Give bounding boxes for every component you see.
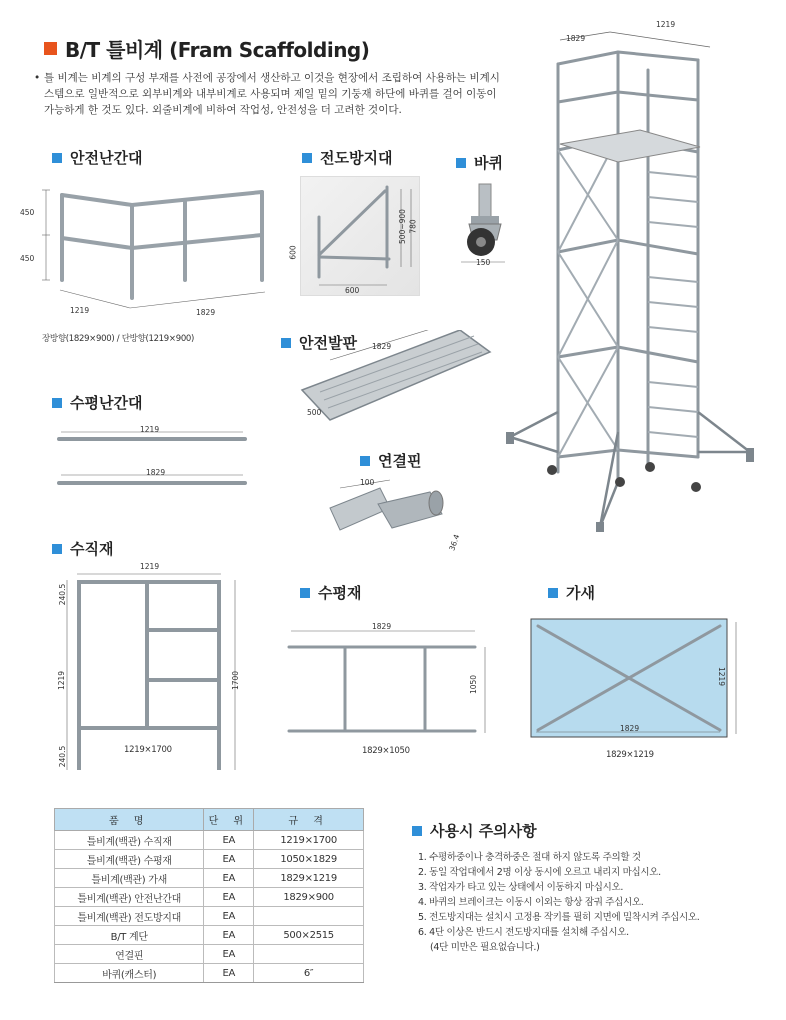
table-row: 연결핀 EA — [55, 945, 364, 964]
vertical-caption: 1219×1700 — [124, 745, 172, 755]
pin-dim-100: 100 — [360, 478, 375, 487]
guardrail-dim-450-bottom: 450 — [20, 254, 35, 263]
caster-title: 바퀴 — [456, 152, 503, 173]
handrail-title: 수평난간대 — [52, 392, 142, 413]
table-row: B/T 계단 EA 500×2515 — [55, 926, 364, 945]
plank-dim-1829: 1829 — [372, 342, 392, 351]
brace-dim-1219: 1219 — [717, 666, 727, 687]
col-header-spec: 규 격 — [254, 809, 364, 831]
plank-title: 안전발판 — [281, 332, 357, 353]
title-square-icon — [44, 42, 57, 55]
section-square-icon — [52, 544, 62, 554]
guardrail-dim-1829: 1829 — [196, 308, 216, 317]
brace-illustration — [530, 618, 745, 740]
vertical-dim-1219-top: 1219 — [140, 562, 160, 571]
vertical-dim-1700: 1700 — [231, 670, 241, 691]
list-item: 6. 4단 이상은 반드시 전도방지대를 설치해 주십시오. — [418, 927, 629, 938]
caster-dim-150: 150 — [476, 258, 491, 267]
section-square-icon — [456, 158, 466, 168]
guardrail-illustration — [40, 180, 280, 315]
table-row: 틀비계(백관) 안전난간대 EA 1829×900 — [55, 888, 364, 907]
col-header-name: 품 명 — [55, 809, 204, 831]
plank-illustration — [290, 330, 500, 430]
guardrail-title: 안전난간대 — [52, 147, 142, 168]
outrigger-dim-780: 780 — [408, 219, 418, 234]
plank-dim-500: 500 — [307, 408, 322, 417]
vertical-dim-1219-side: 1219 — [57, 670, 67, 691]
table-row: 틀비계(백관) 전도방지대 EA — [55, 907, 364, 926]
page-title — [44, 34, 369, 63]
col-header-unit: 단 위 — [204, 809, 254, 831]
table-row: 틀비계(백관) 가새 EA 1829×1219 — [55, 869, 364, 888]
handrail-dim-1219: 1219 — [140, 425, 160, 434]
brace-caption: 1829×1219 — [606, 750, 654, 760]
tower-illustration — [500, 12, 772, 542]
outrigger-dim-500-900: 500~900 — [397, 209, 407, 244]
list-item: 4. 바퀴의 브레이크는 이동시 이외는 항상 잠궈 주십시오. — [418, 897, 644, 908]
handrail-illustration — [55, 425, 250, 495]
brace-title: 가새 — [548, 582, 595, 603]
guardrail-caption: 장방향(1829×900) / 단방향(1219×900) — [42, 334, 195, 344]
table-row: 바퀴(캐스터) EA 6″ — [55, 964, 364, 983]
section-square-icon — [360, 456, 370, 466]
guardrail-dim-1219: 1219 — [70, 306, 90, 315]
section-square-icon — [412, 826, 422, 836]
section-square-icon — [302, 153, 312, 163]
horizontal-frame-illustration — [285, 625, 495, 740]
intro-text-block — [34, 70, 504, 118]
page-title-text: B/T 틀비계 (Fram Scaffolding) — [65, 38, 370, 62]
section-square-icon — [52, 398, 62, 408]
vertical-title: 수직재 — [52, 538, 113, 559]
list-item: 5. 전도방지대는 설치시 고정용 작키를 필히 지면에 밀착시켜 주십시오. — [418, 912, 700, 923]
vertical-dim-240-5-bottom: 240.5 — [58, 745, 68, 768]
table-row: 틀비계(백관) 수평재 EA 1050×1829 — [55, 850, 364, 869]
section-square-icon — [548, 588, 558, 598]
spec-table — [54, 808, 364, 983]
intro-text: 틀 비계는 비계의 구성 부재를 사전에 공장에서 생산하고 이것을 현장에서 조립하여 사용하는 비계시스템으로 일반적으로 외부비계와 내부비계로 사용되며 제일 밑의 기둥재 하단에 바퀴를 걸어 이동이 가능하게 한 것도 있다. 외줄비계에 비하여 작업성, 안전성을 더 고려한 것이다. — [44, 72, 500, 116]
horizontal-title: 수평재 — [300, 582, 361, 603]
section-square-icon — [300, 588, 310, 598]
outrigger-dim-600-vertical: 600 — [288, 245, 298, 260]
list-item: 2. 동일 작업대에서 2명 이상 동시에 오르고 내리지 마십시오. — [418, 867, 661, 878]
section-square-icon — [52, 153, 62, 163]
pin-dim-36-4: 36.4 — [447, 533, 462, 552]
horizontal-dim-1829: 1829 — [372, 622, 392, 631]
table-row: 틀비계(백관) 수직재 EA 1219×1700 — [55, 831, 364, 850]
vertical-dim-240-5-top: 240.5 — [58, 583, 68, 606]
guardrail-dim-450-top: 450 — [20, 208, 35, 217]
horizontal-dim-1050: 1050 — [469, 674, 479, 695]
list-item: 1. 수평하중이나 충격하중은 절대 하지 않도록 주의할 것 — [418, 852, 641, 863]
bullet-icon: • — [34, 72, 41, 84]
list-item: (4단 미만은 필요없습니다.) — [430, 942, 540, 953]
tower-dim-1219: 1219 — [656, 20, 676, 29]
table-header-row — [55, 809, 364, 831]
handrail-dim-1829: 1829 — [146, 468, 166, 477]
caster-illustration — [455, 180, 515, 270]
cautions-list — [418, 850, 768, 955]
cautions-title: 사용시 주의사항 — [412, 820, 537, 841]
outrigger-title: 전도방지대 — [302, 147, 392, 168]
outrigger-dim-600-horizontal: 600 — [345, 286, 360, 295]
horizontal-caption: 1829×1050 — [362, 746, 410, 756]
list-item: 3. 작업자가 타고 있는 상태에서 이동하지 마십시오. — [418, 882, 624, 893]
tower-dim-1829: 1829 — [566, 34, 586, 43]
brace-dim-1829: 1829 — [620, 724, 640, 733]
pin-title: 연결핀 — [360, 450, 421, 471]
